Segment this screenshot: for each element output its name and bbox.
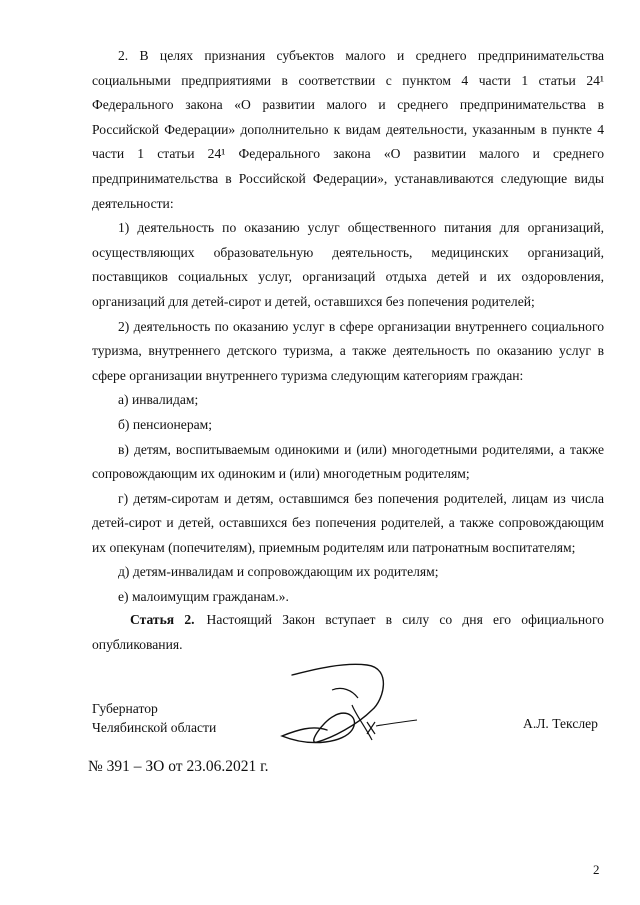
signer-title-line1: Губернатор [92, 701, 158, 716]
paragraph-2-intro: 2. В целях признания субъектов малого и среднего предпринимательства социальными предприятиями в соответствии с пунктом 4 части 1 статьи 24¹ Федерального закона «О развитии малого и среднего предпринимательства в Российской Федерации» дополнительно к видам деятельности, указанным в пункте 4 части 1 статьи 24¹ Федерального закона «О развитии малого и среднего предпринимательства в Российской Федерации», устанавливаются следующие виды деятельности: [92, 48, 604, 211]
article-label: Статья 2. [130, 612, 195, 627]
article-text: Настоящий Закон вступает в силу со дня его официального опубликования. [92, 612, 604, 652]
subitem-v: в) детям, воспитываемым одинокими и (или) многодетными родителями, а также сопровождающим их одиноким и (или) многодетным родителям; [92, 441, 604, 482]
law-number-and-date: № 391 – ЗО от 23.06.2021 г. [88, 758, 269, 775]
item-1-catering: 1) деятельность по оказанию услуг общественного питания для организаций, осуществляющих образовательную деятельность, медицинских организаций, поставщиков социальных услуг, организаций отдыха детей и их оздоровления, организаций для детей-сирот и детей, оставшихся без попечения родителей; [92, 220, 604, 309]
signer-title-line2: Челябинской области [92, 720, 217, 735]
page-number: 2 [593, 862, 600, 877]
subitem-g: г) детям-сиротам и детям, оставшимся без попечения родителей, лицам из числа детей-сирот и детей, оставшихся без попечения родителей, а также сопровождающим их опекунам (попечителям), приемным родителям или патронатным воспитателям; [92, 490, 604, 555]
document-body [92, 44, 604, 610]
subitem-b: б) пенсионерам; [118, 416, 213, 432]
handwritten-signature [272, 650, 422, 755]
subitem-d: д) детям-инвалидам и сопровождающим их родителям; [118, 564, 439, 580]
signer-title [92, 699, 216, 737]
subitem-a: а) инвалидам; [118, 392, 199, 408]
signer-name: А.Л. Текслер [523, 716, 598, 731]
item-2-tourism: 2) деятельность по оказанию услуг в сфере организации внутреннего социального туризма, внутреннего детского туризма, а также деятельность по оказанию услуг в сфере организации внутреннего туризма следующим категориям граждан: [92, 318, 604, 383]
subitem-e: е) малоимущим гражданам.». [118, 589, 289, 605]
